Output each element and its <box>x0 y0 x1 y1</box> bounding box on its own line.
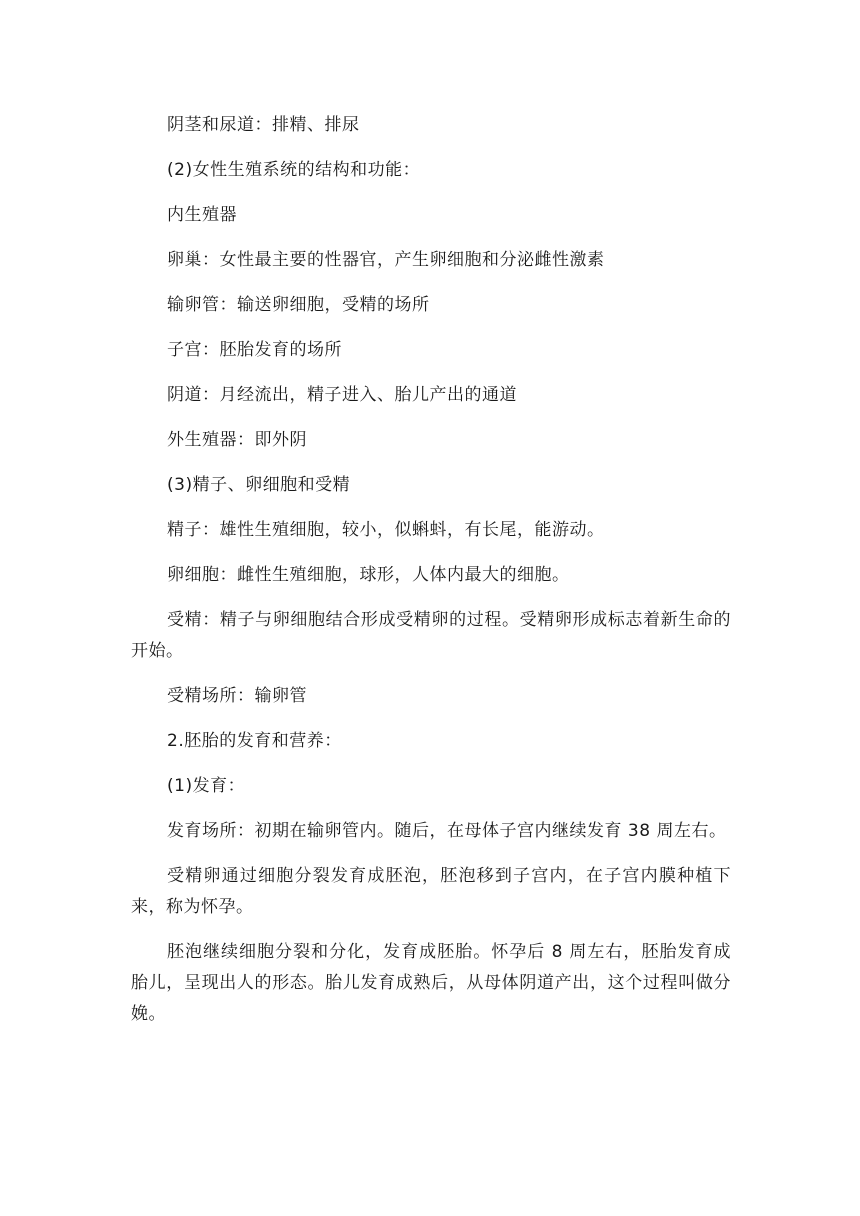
paragraph-sperm: 精子：雄性生殖细胞，较小，似蝌蚪，有长尾，能游动。 <box>167 520 605 540</box>
paragraph-external-organs: 外生殖器：即外阴 <box>167 430 307 450</box>
paragraph-fertilization-site: 受精场所：输卵管 <box>167 686 307 706</box>
paragraph-oviduct: 输卵管：输送卵细胞，受精的场所 <box>167 295 430 315</box>
paragraph-ovary: 卵巢：女性最主要的性器官，产生卵细胞和分泌雌性激素 <box>167 250 605 270</box>
paragraph-embryo-heading: 2.胚胎的发育和营养： <box>167 731 342 751</box>
paragraph-sperm-egg-heading: (3)精子、卵细胞和受精 <box>167 475 351 495</box>
document-body <box>131 110 731 1044</box>
paragraph-vagina: 阴道：月经流出，精子进入、胎儿产出的通道 <box>167 385 517 405</box>
paragraph-blastocyst: 受精卵通过细胞分裂发育成胚泡，胚泡移到子宫内，在子宫内膜种植下来，称为怀孕。 <box>131 866 731 917</box>
paragraph-internal-organs: 内生殖器 <box>167 205 237 225</box>
paragraph-fertilization: 受精：精子与卵细胞结合形成受精卵的过程。受精卵形成标志着新生命的开始。 <box>131 610 731 661</box>
paragraph-development-site: 发育场所：初期在输卵管内。随后，在母体子宫内继续发育 38 周左右。 <box>167 821 727 841</box>
paragraph-penis-urethra: 阴茎和尿道：排精、排尿 <box>167 115 360 135</box>
paragraph-uterus: 子宫：胚胎发育的场所 <box>167 340 342 360</box>
paragraph-egg-cell: 卵细胞：雌性生殖细胞，球形，人体内最大的细胞。 <box>167 565 570 585</box>
paragraph-development-heading: (1)发育： <box>167 776 246 796</box>
paragraph-female-system-heading: (2)女性生殖系统的结构和功能： <box>167 160 421 180</box>
paragraph-fetus-birth: 胚泡继续细胞分裂和分化，发育成胚胎。怀孕后 8 周左右，胚胎发育成胎儿，呈现出人的形态。胎儿发育成熟后，从母体阴道产出，这个过程叫做分娩。 <box>131 942 731 1024</box>
